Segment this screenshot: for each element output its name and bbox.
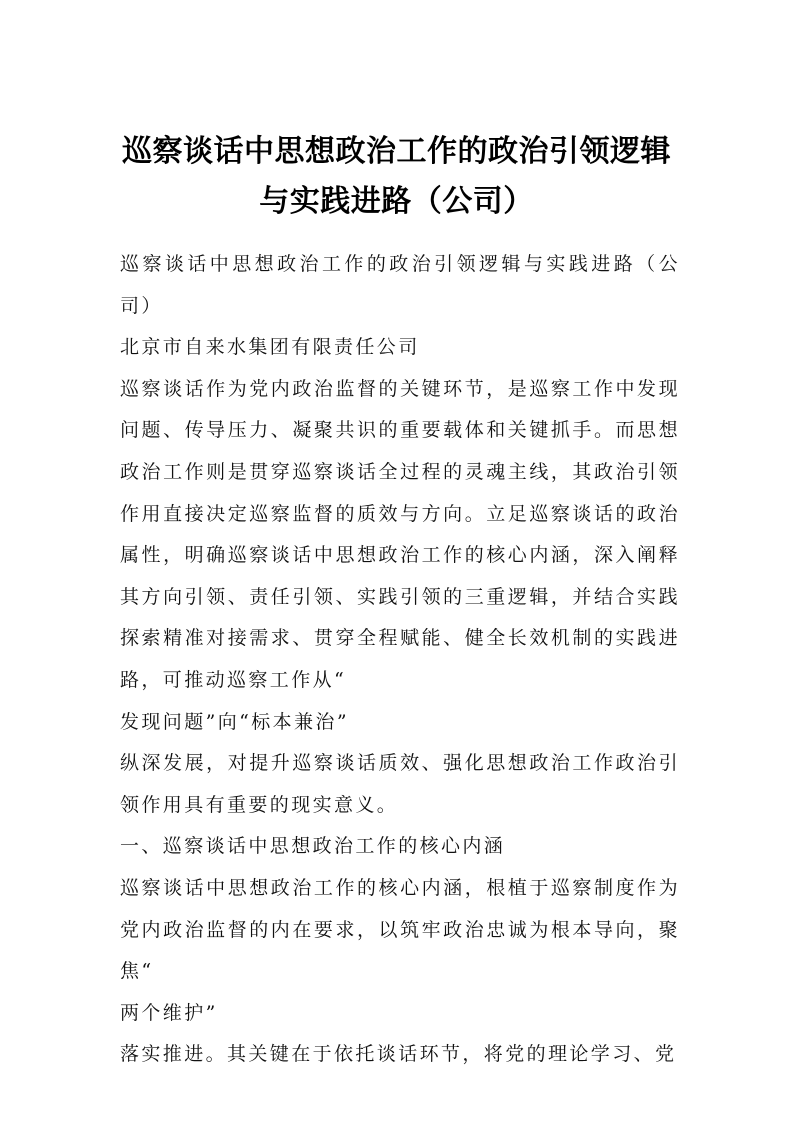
document-body — [120, 244, 680, 1076]
paragraph-organization: 北京市自来水集团有限责任公司 — [120, 336, 420, 359]
document-title-line-1: 巡察谈话中思想政治工作的政治引领逻辑 — [122, 134, 671, 169]
section-heading-1: 一、巡察谈话中思想政治工作的核心内涵 — [120, 835, 506, 858]
paragraph-significance: 纵深发展，对提升巡察谈话质效、强化思想政治工作政治引领作用具有重要的现实意义。 — [120, 752, 680, 816]
paragraph-continued: 落实推进。其关键在于依托谈话环节，将党的理论学习、党 — [120, 1043, 677, 1066]
paragraph-core-content: 巡察谈话中思想政治工作的核心内涵，根植于巡察制度作为党内政治监督的内在要求，以筑牢政治忠诚为根本导向，聚焦“ — [120, 876, 680, 983]
paragraph-introduction: 巡察谈话作为党内政治监督的关键环节，是巡察工作中发现问题、传导压力、凝聚共识的重要载体和关键抓手。而思想政治工作则是贯穿巡察谈话全过程的灵魂主线，其政治引领作用直接决定巡察监督的质效与方向。立足巡察谈话的政治属性，明确巡察谈话中思想政治工作的核心内涵，深入阐释其方向引领、责任引领、实践引领的三重逻辑，并结合实践探索精准对接需求、贯穿全程赋能、健全长效机制的实践进路，可推动巡察工作从“ — [120, 377, 680, 691]
paragraph-fragment: 发现问题”向“标本兼治” — [120, 710, 349, 733]
document-title-line-2: 与实践进路（公司） — [259, 184, 534, 219]
paragraph-fragment-2: 两个维护” — [120, 1001, 218, 1024]
paragraph-repeated-title: 巡察谈话中思想政治工作的政治引领逻辑与实践进路（公司） — [120, 253, 680, 317]
